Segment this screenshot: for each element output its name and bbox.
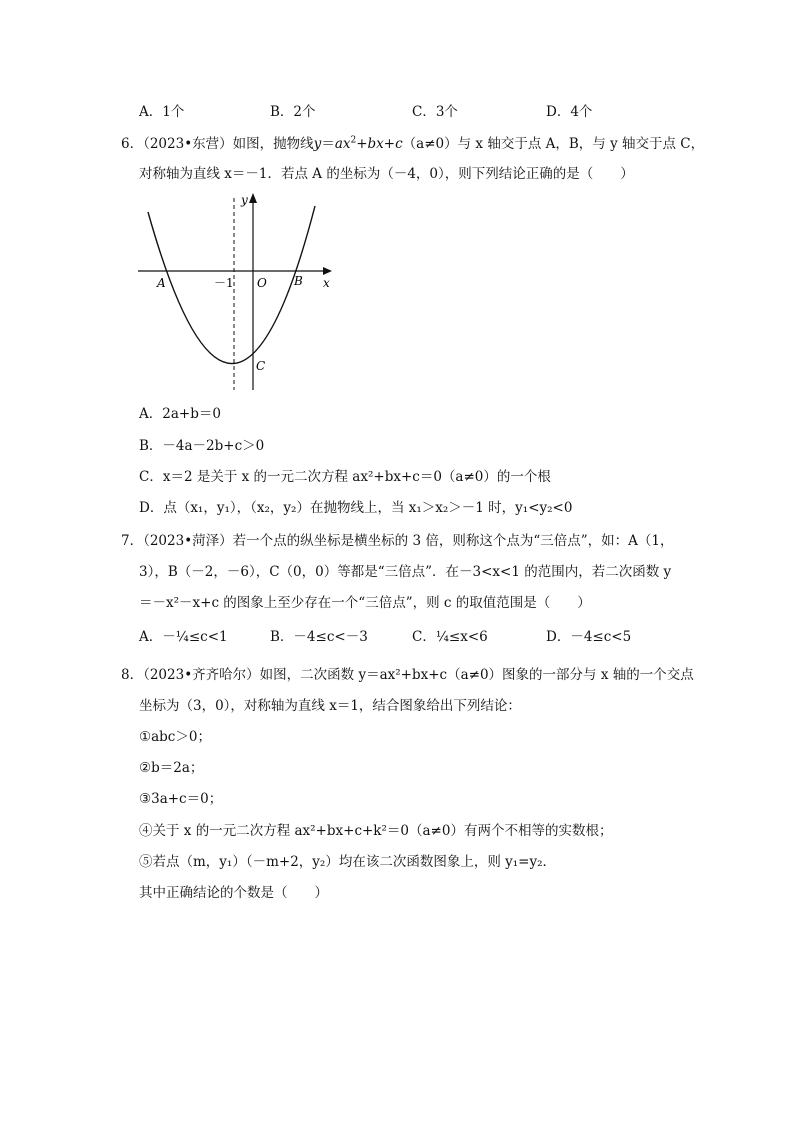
q8-number: 8． (121, 667, 144, 683)
q6-source: （2023•东营） (143, 136, 233, 152)
q6-option-a: A．2a+b＝0 (139, 406, 221, 422)
q8-item-5: ⑤若点（m，y₁）（－m+2，y₂）均在该二次函数图象上，则 y₁=y₂． (139, 854, 557, 870)
label-y: y (241, 193, 248, 207)
q8-item-3: ③3a+c＝0； (139, 791, 223, 807)
q6-stem-line1: 6．（2023•东营）如图，抛物线$y=ax^2+bx+c(a\ne 0)$与 x 轴交于点 A，B，与 y 轴交于点 C， (121, 135, 705, 152)
label-x: x (323, 276, 330, 290)
q8-item-1: ①abc＞0； (139, 729, 211, 745)
q6-text-2: （a≠0）与 x 轴交于点 A，B，与 y 轴交于点 C， (402, 136, 705, 152)
q7-number: 7． (121, 533, 144, 549)
y-axis-arrow (249, 193, 257, 203)
label-a: A (157, 276, 166, 290)
label-o: O (257, 276, 267, 290)
q5-option-b: B．2个 (270, 104, 316, 120)
q8-question-tail: 其中正确结论的个数是（ ） (139, 885, 328, 901)
q8-item-4: ④关于 x 的一元二次方程 ax²+bx+c+k²＝0（a≠0）有两个不相等的实数根； (139, 823, 613, 839)
x-axis-arrow (323, 267, 332, 275)
q6-parabola-figure (130, 188, 340, 393)
q7-stem-line3: ＝－x²－x+c 的图象上至少存在一个“三倍点”，则 c 的取值范围是（ ） (139, 595, 591, 611)
q6-option-b: B．－4a－2b+c＞0 (139, 438, 265, 454)
q7-stem-line2: 3），B（－2，－6），C（0，0）等都是“三倍点”．在－3<x<1 的范围内，若二次函数 y (139, 564, 672, 580)
q8-text-1: 如图，二次函数 y＝ax²+bx+c（a≠0）图象的一部分与 x 轴的一个交点 (259, 667, 694, 683)
q7-option-d: D．－4≤c<5 (546, 629, 632, 645)
q7-stem-line1 (121, 532, 673, 550)
q6-text-1: 如图，抛物线 (232, 136, 314, 152)
q8-stem-line2: 坐标为（3，0），对称轴为直线 x＝1，结合图象给出下列结论： (139, 698, 521, 714)
q8-item-2: ②b＝2a； (139, 760, 204, 776)
q5-option-c: C．3个 (412, 104, 458, 120)
q6-number: 6． (121, 136, 144, 152)
q7-option-a: A．－¼≤c<1 (139, 629, 228, 645)
q6-option-c: C．x＝2 是关于 x 的一元二次方程 ax²+bx+c＝0（a≠0）的一个根 (139, 469, 551, 485)
q7-source: （2023•菏泽） (143, 533, 233, 549)
q8-source: （2023•齐齐哈尔） (143, 667, 260, 683)
q7-option-c: C．¼≤x<6 (412, 629, 488, 645)
q5-option-a: A．1个 (139, 104, 185, 120)
q7-text-1: 若一个点的纵坐标是横坐标的 3 倍，则称这个点为“三倍点”，如：A（1， (232, 533, 674, 549)
q8-stem-line1 (121, 666, 694, 684)
label-c: C (256, 359, 266, 373)
label-minus-one: －1 (214, 276, 234, 290)
q6-option-d: D．点（x₁，y₁），（x₂，y₂）在抛物线上，当 x₁＞x₂＞－1 时，y₁<y₂<0 (139, 500, 573, 516)
label-b: B (294, 274, 303, 288)
q5-option-d: D．4个 (546, 104, 593, 120)
q6-stem-line2: 对称轴为直线 x＝－1．若点 A 的坐标为（－4，0），则下列结论正确的是（ ） (139, 166, 634, 182)
q7-option-b: B．－4≤c<－3 (270, 629, 368, 645)
